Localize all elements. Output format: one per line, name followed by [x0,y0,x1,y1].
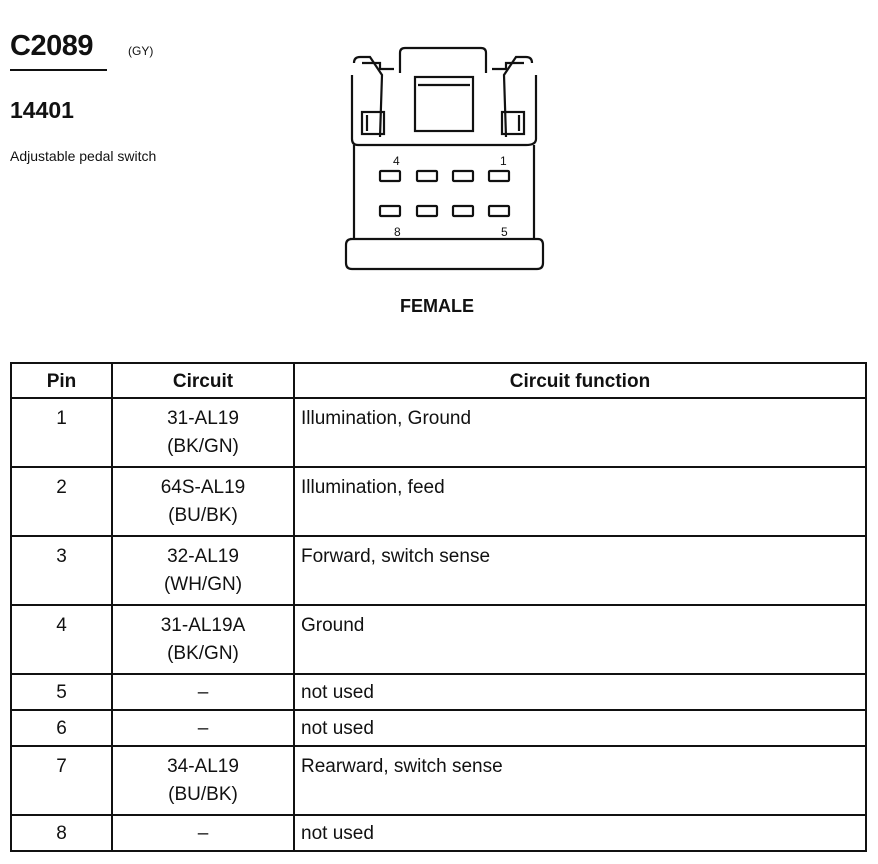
table-row [11,815,866,851]
circuit-id: 31-AL19 [167,408,239,429]
wire-color: (BU/BK) [168,505,238,526]
pin-number: 8 [11,815,112,851]
pin-number: 7 [11,746,112,815]
latch-tab [400,48,486,73]
pin-number: 1 [11,398,112,467]
wire-color: (BU/BK) [168,784,238,805]
table-row [11,674,866,710]
pin-number: 6 [11,710,112,746]
circuit-id: – [112,674,294,710]
circuit-id: 64S-AL19 [160,477,246,498]
pin-number: 2 [11,467,112,536]
pin-number: 4 [11,605,112,674]
header-pin: Pin [11,363,112,398]
header-circuit-function: Circuit function [294,363,866,398]
pin-cavity [489,171,509,181]
table-row [11,398,866,467]
pin-cavity [453,206,473,216]
circuit-id: 31-AL19A [160,615,246,636]
circuit-id: – [112,710,294,746]
component-name: Adjustable pedal switch [10,148,157,164]
pin-number: 5 [11,674,112,710]
table-row [11,536,866,605]
circuit-cell [112,746,294,815]
pinout-table [10,362,867,852]
circuit-function: not used [294,815,866,851]
circuit-cell [112,398,294,467]
pin-label-top-right: 1 [500,154,507,168]
wire-color: (WH/GN) [163,574,243,595]
circuit-id: 32-AL19 [167,546,239,567]
connector-id: C2089 [10,30,93,62]
circuit-function: not used [294,710,866,746]
circuit-function: Ground [294,605,866,674]
connector-face-diagram [340,45,550,275]
face-base-rail [346,239,543,269]
circuit-function: Forward, switch sense [294,536,866,605]
pin-cavity [417,171,437,181]
circuit-function: Illumination, Ground [294,398,866,467]
wire-color: (BK/GN) [167,643,239,664]
table-header-row [11,363,866,398]
circuit-function: Illumination, feed [294,467,866,536]
table-row [11,605,866,674]
circuit-id: – [112,815,294,851]
pin-number: 3 [11,536,112,605]
connector-gender-label: FEMALE [400,296,474,316]
pin-cavity [489,206,509,216]
table-row [11,710,866,746]
circuit-cell [112,605,294,674]
header-circuit: Circuit [112,363,294,398]
pin-label-bottom-right: 5 [501,225,508,239]
table-row [11,467,866,536]
connector-color: (GY) [128,44,154,58]
pin-label-top-left: 4 [393,154,400,168]
pin-cavity [380,206,400,216]
circuit-function: Rearward, switch sense [294,746,866,815]
wire-color: (BK/GN) [167,436,239,457]
circuit-id: 34-AL19 [167,756,239,777]
pin-cavity [417,206,437,216]
circuit-cell [112,536,294,605]
table-row [11,746,866,815]
pin-cavity [453,171,473,181]
pin-cavity [380,171,400,181]
connector-id-underline [10,69,107,71]
circuit-function: not used [294,674,866,710]
pin-label-bottom-left: 8 [394,225,401,239]
part-number: 14401 [10,97,74,123]
circuit-cell [112,467,294,536]
